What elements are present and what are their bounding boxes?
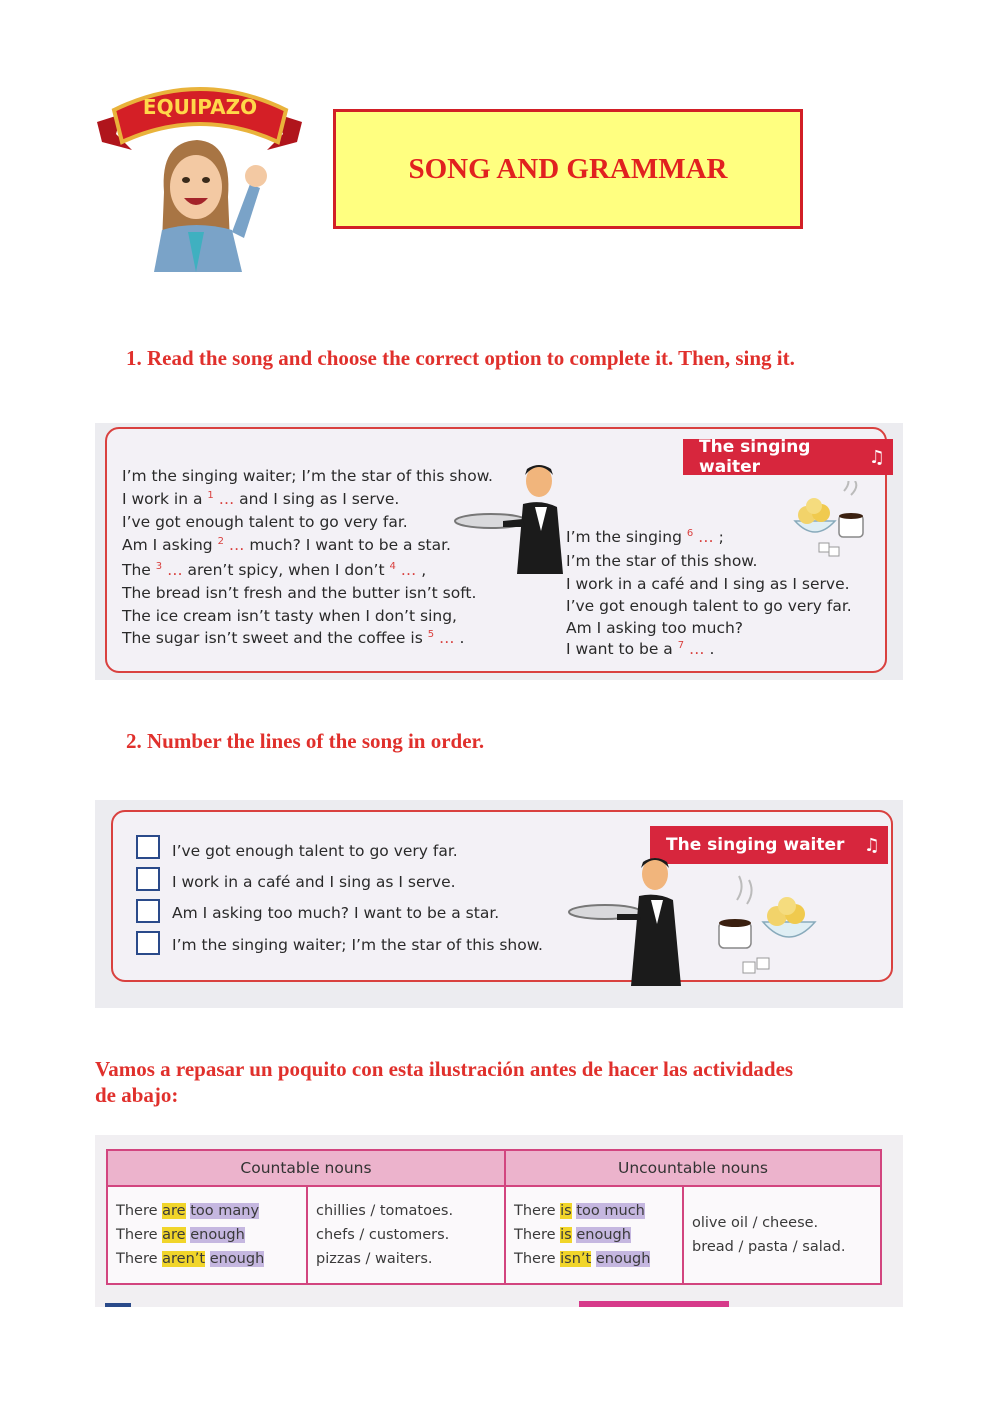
- order-checkbox-3[interactable]: [136, 899, 160, 923]
- lyric-text: aren’t spicy, when I don’t: [182, 561, 390, 580]
- noun-pair: olive oil / cheese.: [692, 1215, 819, 1231]
- there-word: There: [514, 1227, 556, 1243]
- lyric-right-6: I want to be a $^7$ … .: [566, 640, 715, 659]
- waiter-illustration-2: [565, 856, 695, 986]
- gap-dots: …: [228, 536, 245, 555]
- there-word: There: [116, 1251, 158, 1267]
- music-note-icon: ♫: [863, 834, 880, 856]
- exercise-1-instruction: 1. Read the song and choose the correct option to complete it. Then, sing it.: [126, 346, 795, 370]
- equipazo-logo: [92, 72, 307, 272]
- lyric-text: Am I asking too much?: [566, 619, 744, 637]
- lyric-text: The sugar isn’t sweet and the coffee is: [122, 629, 428, 648]
- countable-row-3: [116, 1247, 298, 1271]
- order-line-1: I’ve got enough talent to go very far.: [172, 842, 458, 860]
- song-title: The singing waiter: [699, 437, 811, 477]
- there-word: There: [514, 1251, 556, 1267]
- lyric-line-4: [122, 536, 451, 554]
- there-word: There: [514, 1203, 556, 1219]
- quantity-highlight: enough: [576, 1227, 631, 1243]
- lyric-text: much? I want to be a star.: [244, 536, 451, 555]
- verb-highlight: aren’t: [162, 1251, 206, 1267]
- quantity-highlight: too many: [190, 1203, 260, 1219]
- song-title-tag: [683, 439, 893, 475]
- lyric-text: I’m the star of this show.: [566, 552, 758, 570]
- lyric-text: I’m the singing: [566, 528, 687, 547]
- lyric-line-5: The $^3$ … aren’t spicy, when I don’t $^4$ … ,: [122, 561, 427, 580]
- gap-number: 4: [389, 561, 396, 572]
- there-word: There: [116, 1203, 158, 1219]
- gap-dots: …: [218, 490, 235, 509]
- countable-row-2: [116, 1223, 298, 1247]
- quantity-highlight: too much: [576, 1203, 645, 1219]
- title-box: [333, 109, 803, 229]
- gap-number: 2: [217, 536, 224, 547]
- lyric-text: I work in a café and I sing as I serve.: [566, 575, 850, 593]
- gap-dots: …: [698, 528, 714, 547]
- gap-dots: …: [167, 561, 183, 580]
- verb-highlight: is: [560, 1203, 572, 1219]
- uncountable-row-2: [514, 1223, 674, 1247]
- lyric-right-2: [566, 552, 757, 570]
- order-line-3: Am I asking too much? I want to be a star.: [172, 904, 500, 922]
- quantity-highlight: enough: [209, 1251, 265, 1267]
- ordering-panel: [95, 800, 903, 1008]
- lyric-text: The ice cream isn’t tasty when I don’t sing,: [122, 607, 457, 625]
- logo-text: EQUIPAZO: [142, 95, 258, 119]
- lyric-text: and I sing as I serve.: [234, 490, 400, 509]
- lyric-text: The: [122, 561, 156, 580]
- noun-pair: chillies / tomatoes.: [316, 1203, 454, 1219]
- lyric-line-1: [122, 467, 493, 485]
- noun-pair: bread / pasta / salad.: [692, 1239, 846, 1255]
- order-line-2: I work in a café and I sing as I serve.: [172, 873, 456, 891]
- song-panel: [95, 423, 903, 680]
- review-intro-line-2: de abajo:: [95, 1083, 179, 1107]
- verb-highlight: are: [162, 1203, 186, 1219]
- gap-number: 1: [207, 490, 214, 501]
- nouns-panel: [95, 1135, 903, 1307]
- lyric-line-6: [122, 584, 476, 602]
- ice-cream-coffee-illustration-2: [707, 870, 827, 980]
- lyric-text: The bread isn’t fresh and the butter isn’t soft.: [122, 584, 477, 602]
- blue-edge: [105, 1303, 131, 1307]
- verb-highlight: isn’t: [560, 1251, 592, 1267]
- uncountable-row-1: [514, 1199, 674, 1223]
- lyric-text: I’ve got enough talent to go very far.: [122, 513, 408, 531]
- order-checkbox-2[interactable]: [136, 867, 160, 891]
- there-word: There: [116, 1227, 158, 1243]
- quantity-highlight: enough: [595, 1251, 651, 1267]
- song-title: The singing waiter: [666, 835, 845, 855]
- gap-number: 5: [427, 629, 435, 640]
- gap-dots: …: [400, 561, 417, 580]
- pink-tab-edge: [579, 1301, 729, 1307]
- gap-number: 3: [155, 561, 163, 572]
- gap-dots: …: [439, 629, 455, 648]
- countable-row-1: [116, 1199, 298, 1223]
- lyric-line-3: [122, 513, 408, 531]
- lyric-line-7: [122, 607, 457, 625]
- verb-highlight: is: [560, 1227, 572, 1243]
- noun-pair: pizzas / waiters.: [316, 1251, 433, 1267]
- ice-cream-coffee-illustration: [789, 481, 879, 561]
- review-intro-line-1: Vamos a repasar un poquito con esta ilustración antes de hacer las actividades: [95, 1057, 794, 1081]
- gap-number: 6: [686, 528, 694, 539]
- lyric-text: I’ve got enough talent to go very far.: [566, 597, 852, 615]
- noun-pair: chefs / customers.: [316, 1227, 450, 1243]
- gap-number: 7: [677, 640, 685, 651]
- uncountable-nouns: [683, 1186, 881, 1284]
- exercise-2-instruction: 2. Number the lines of the song in order.: [126, 729, 485, 753]
- lyric-text: I work in a: [122, 490, 208, 509]
- verb-highlight: are: [162, 1227, 186, 1243]
- order-line-4: I’m the singing waiter; I’m the star of this show.: [172, 936, 543, 954]
- lyric-line-2: [122, 490, 399, 508]
- waiter-illustration: [453, 459, 573, 579]
- nouns-table: [106, 1149, 882, 1285]
- music-note-icon: ♫: [868, 446, 885, 468]
- lyric-right-3: [566, 575, 850, 593]
- uncountable-phrases: [505, 1186, 683, 1284]
- review-intro: [95, 1056, 793, 1108]
- lyric-line-8: The sugar isn’t sweet and the coffee is $^5$ … .: [122, 629, 465, 648]
- gap-dots: …: [689, 640, 705, 659]
- countable-phrases: [107, 1186, 307, 1284]
- uncountable-header: Uncountable nouns: [505, 1150, 881, 1186]
- quantity-highlight: enough: [190, 1227, 245, 1243]
- countable-nouns: [307, 1186, 505, 1284]
- lyric-text: I’m the singing waiter; I’m the star of this show.: [122, 467, 493, 485]
- order-checkbox-4[interactable]: [136, 931, 160, 955]
- lyric-text: ;: [713, 528, 724, 547]
- lyric-right-1: [566, 528, 724, 546]
- lyric-right-5: [566, 619, 743, 637]
- lyric-right-4: [566, 597, 852, 615]
- countable-header: Countable nouns: [107, 1150, 505, 1186]
- lyric-text: I want to be a: [566, 640, 678, 659]
- order-checkbox-1[interactable]: [136, 835, 160, 859]
- uncountable-row-3: [514, 1247, 674, 1271]
- lyric-text: Am I asking: [122, 536, 218, 555]
- page-title: SONG AND GRAMMAR: [408, 152, 728, 185]
